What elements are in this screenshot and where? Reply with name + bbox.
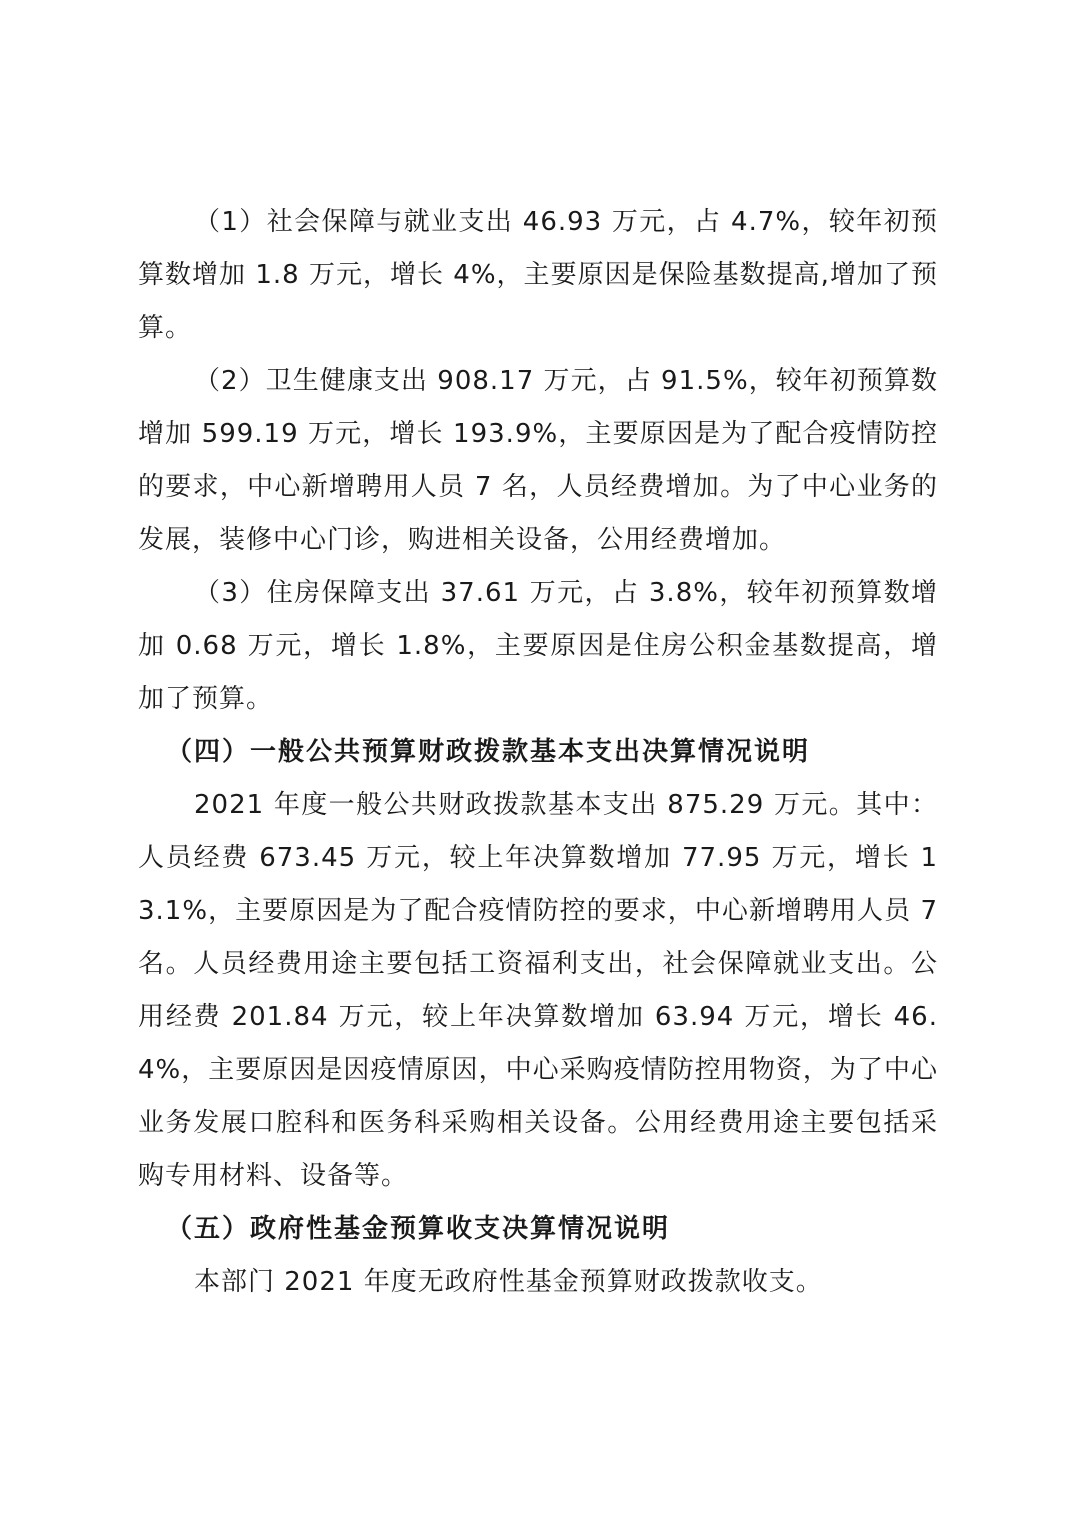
paragraph-government-fund: 本部门 2021 年度无政府性基金预算财政拨款收支。: [194, 1267, 823, 1297]
section-heading-basic-expenditure: （四）一般公共预算财政拨款基本支出决算情况说明: [166, 737, 811, 767]
document-page: [138, 196, 938, 1309]
section-heading-government-fund: （五）政府性基金预算收支决算情况说明: [166, 1214, 671, 1244]
paragraph-basic-expenditure: 2021 年度一般公共财政拨款基本支出 875.29 万元。其中：人员经费 673.45 万元，较上年决算数增加 77.95 万元，增长 13.1%，主要原因是为了配合疫情防控的要求，中心新增聘用人员 7 名。人员经费用途主要包括工资福利支出，社会保障就业支出。公用经费 201.84 万元，较上年决算数增加 63.94 万元，增长 46.4%，主要原因是因疫情原因，中心采购疫情防控用物资，为了中心业务发展口腔科和医务科采购相关设备。公用经费用途主要包括采购专用材料、设备等。: [138, 790, 938, 1191]
paragraph-social-security-expenditure: （1）社会保障与就业支出 46.93 万元，占 4.7%，较年初预算数增加 1.8 万元，增长 4%，主要原因是保险基数提高,增加了预算。: [138, 207, 938, 343]
paragraph-health-expenditure: （2）卫生健康支出 908.17 万元，占 91.5%，较年初预算数增加 599.19 万元，增长 193.9%，主要原因是为了配合疫情防控的要求，中心新增聘用人员 7 名，人员经费增加。为了中心业务的发展，装修中心门诊，购进相关设备，公用经费增加。: [138, 366, 938, 555]
paragraph-housing-expenditure: （3）住房保障支出 37.61 万元，占 3.8%，较年初预算数增加 0.68 万元，增长 1.8%，主要原因是住房公积金基数提高，增加了预算。: [138, 578, 938, 714]
